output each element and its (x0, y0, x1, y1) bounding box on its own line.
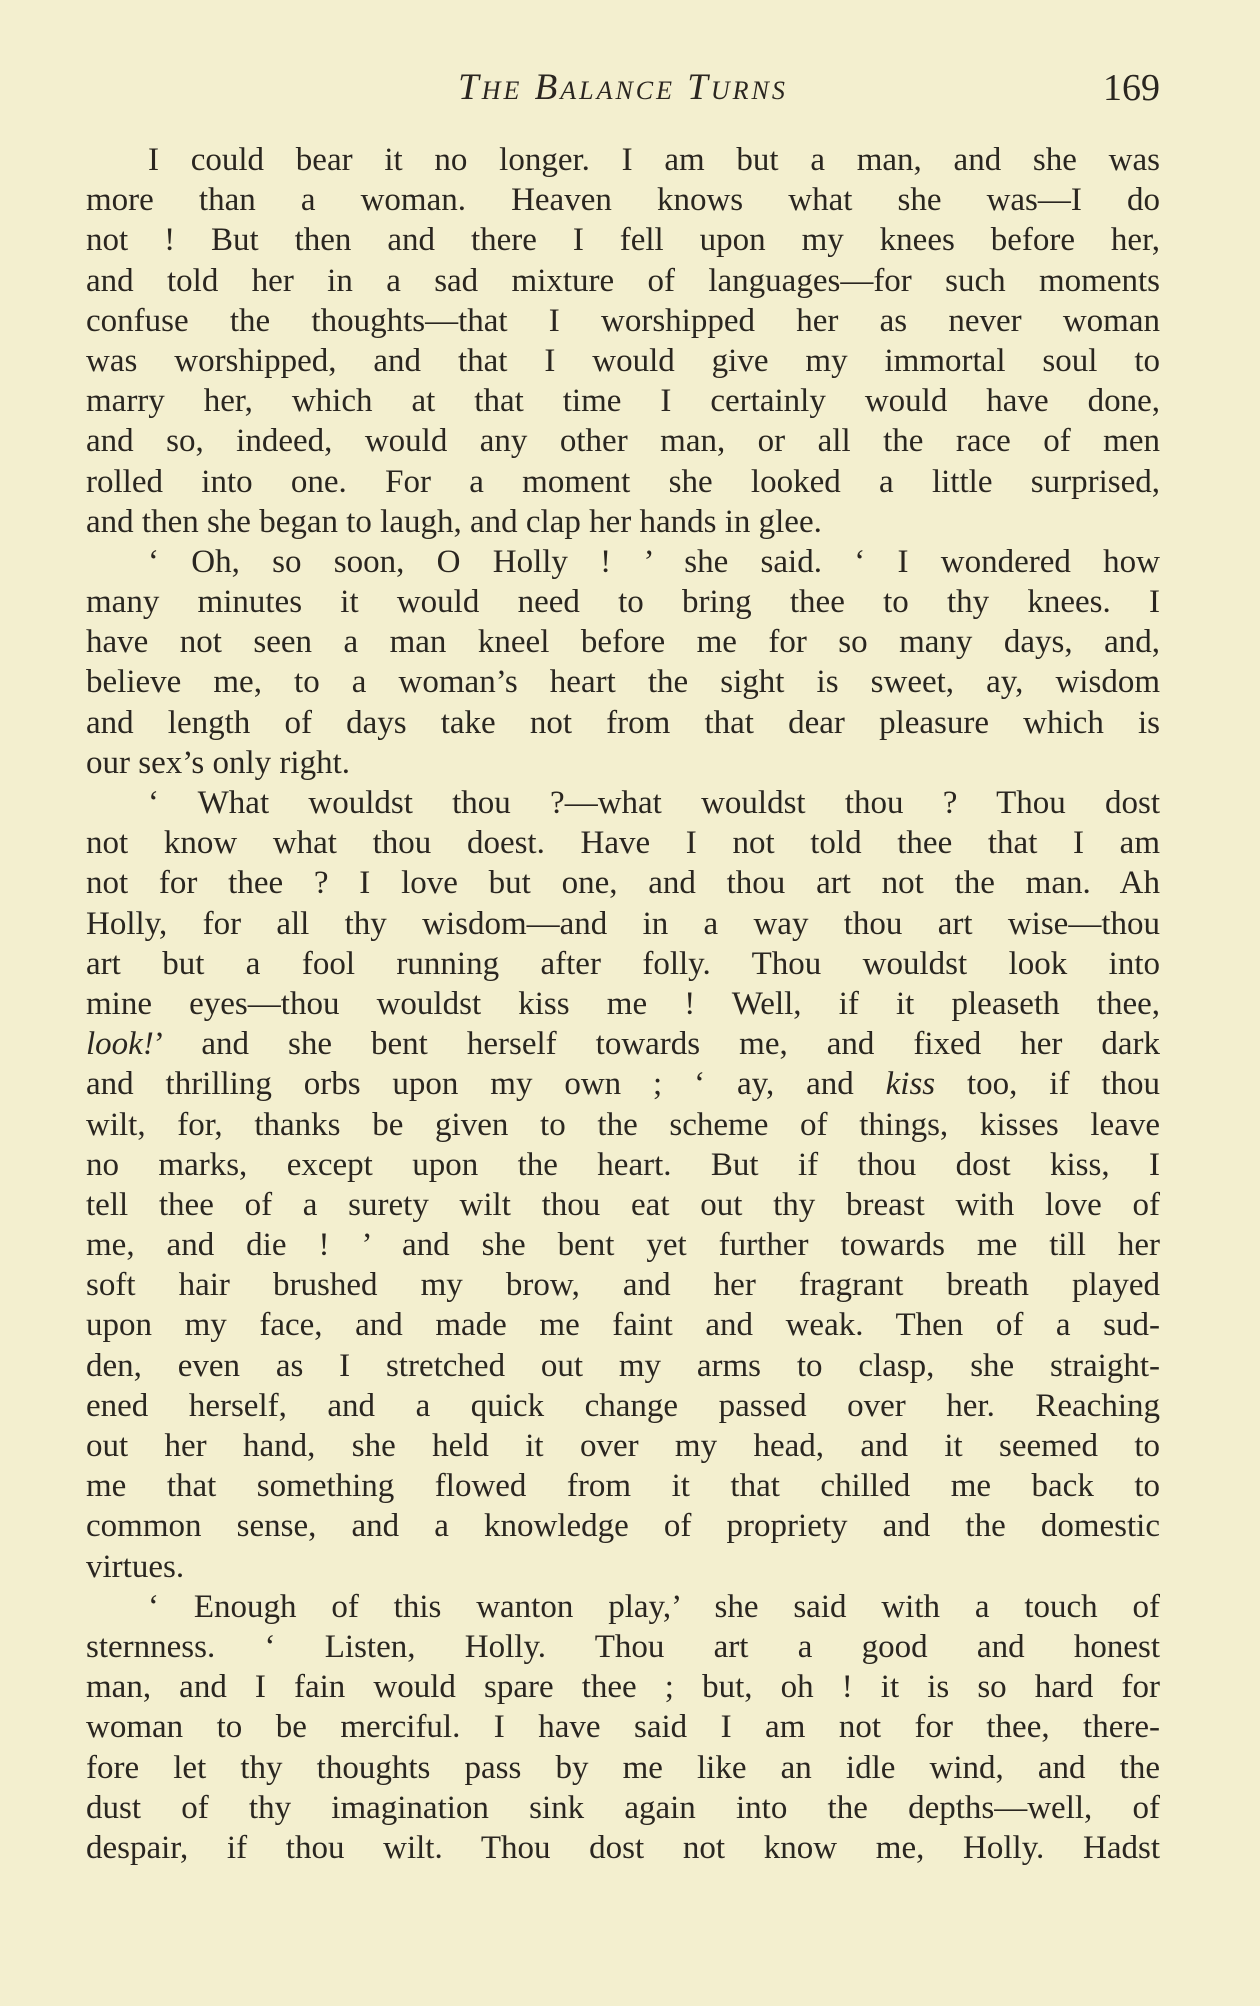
text-line (86, 984, 1160, 1024)
text-segment: marry her, which at that time I certainly would have done, (86, 383, 1160, 420)
text-segment: believe me, to a woman’s heart the sight is sweet, ay, wisdom (86, 664, 1160, 701)
text-segment: and told her in a sad mixture of languages—for such moments (86, 262, 1160, 299)
text-line (86, 1788, 1160, 1828)
text-line (86, 1748, 1160, 1788)
text-segment: more than a woman. Heaven knows what she was—I do (86, 182, 1160, 219)
text-line (86, 1024, 1160, 1064)
text-segment: I could bear it no longer. I am but a man, and she was (148, 142, 1160, 178)
text-line (86, 823, 1160, 863)
text-segment: soft hair brushed my brow, and her fragrant breath played (86, 1267, 1160, 1304)
text-line (86, 1386, 1160, 1426)
text-segment: sternness. ‘ Listen, Holly. Thou art a good and honest (86, 1628, 1160, 1665)
text-segment: dust of thy imagination sink again into the depths—well, of (86, 1789, 1160, 1826)
italic-text: kiss (885, 1066, 936, 1103)
text-line (86, 1828, 1160, 1868)
text-segment: not for thee ? I love but one, and thou art not the man. Ah (86, 865, 1160, 902)
text-line (86, 462, 1160, 502)
text-line (86, 944, 1160, 984)
text-line (86, 662, 1160, 702)
text-segment: virtues. (86, 1548, 185, 1585)
text-segment: art but a fool running after folly. Thou wouldst look into (86, 945, 1160, 982)
body-text (86, 140, 1160, 1868)
italic-text: look! (86, 1026, 154, 1063)
text-line (86, 1064, 1160, 1104)
text-line (86, 1145, 1160, 1185)
text-segment: and length of days take not from that dear pleasure which is (86, 704, 1160, 741)
text-line (86, 1707, 1160, 1747)
text-segment: common sense, and a knowledge of propriety and the domestic (86, 1508, 1160, 1545)
text-segment: me that something flowed from it that chilled me back to (86, 1468, 1160, 1505)
text-segment: tell thee of a surety wilt thou eat out thy breast with love of (86, 1186, 1160, 1223)
text-segment: man, and I fain would spare thee ; but, oh ! it is so hard for (86, 1669, 1160, 1706)
text-line (86, 261, 1160, 301)
page-number: 169 (1103, 67, 1160, 109)
text-segment: not know what thou doest. Have I not told thee that I am (86, 825, 1160, 862)
text-line (86, 1587, 1160, 1627)
text-line (86, 502, 1160, 542)
text-segment: was worshipped, and that I would give my immortal soul to (86, 342, 1160, 379)
text-segment: woman to be merciful. I have said I am not for thee, there- (86, 1709, 1160, 1746)
text-line (86, 904, 1160, 944)
text-segment: despair, if thou wilt. Thou dost not know me, Holly. Hadst (86, 1829, 1160, 1866)
text-segment: ‘ Oh, so soon, O Holly ! ’ she said. ‘ I wondered how (148, 543, 1160, 580)
text-line (86, 381, 1160, 421)
text-line (86, 220, 1160, 260)
text-line (86, 863, 1160, 903)
text-segment: and then she began to laugh, and clap her hands in glee. (86, 503, 822, 540)
text-segment: many minutes it would need to bring thee to thy knees. I (86, 584, 1160, 621)
text-line (86, 622, 1160, 662)
text-segment: me, and die ! ’ and she bent yet further towards me till her (86, 1227, 1160, 1264)
text-line (86, 743, 1160, 783)
text-segment: ’ and she bent herself towards me, and fixed her dark (153, 1026, 1160, 1063)
running-title: The Balance Turns (458, 67, 788, 108)
text-segment: have not seen a man kneel before me for so many days, and, (86, 624, 1160, 661)
text-line (86, 1506, 1160, 1546)
text-segment: Holly, for all thy wisdom—and in a way thou art wise—thou (86, 905, 1160, 942)
text-line (86, 1466, 1160, 1506)
text-segment: out her hand, she held it over my head, and it seemed to (86, 1428, 1160, 1464)
text-line (86, 140, 1160, 180)
text-segment: wilt, for, thanks be given to the scheme of things, kisses leave (86, 1106, 1160, 1143)
text-line (86, 582, 1160, 622)
text-segment: no marks, except upon the heart. But if thou dost kiss, I (86, 1146, 1160, 1183)
text-line (86, 1185, 1160, 1225)
running-head (86, 66, 1160, 116)
text-line (86, 421, 1160, 461)
text-segment: den, even as I stretched out my arms to clasp, she straight- (86, 1347, 1160, 1384)
text-line (86, 783, 1160, 823)
text-line (86, 1265, 1160, 1305)
text-line (86, 1225, 1160, 1265)
text-segment: not ! But then and there I fell upon my knees before her, (86, 222, 1160, 259)
text-segment: and thrilling orbs upon my own ; ‘ ay, and (86, 1066, 886, 1103)
text-line (86, 542, 1160, 582)
text-segment: and so, indeed, would any other man, or all the race of men (86, 423, 1160, 460)
text-segment: our sex’s only right. (86, 744, 350, 781)
text-segment: mine eyes—thou wouldst kiss me ! Well, if it pleaseth thee, (86, 985, 1160, 1022)
text-line (86, 1346, 1160, 1386)
text-line (86, 180, 1160, 220)
text-segment: upon my face, and made me faint and weak. Then of a sud- (86, 1307, 1160, 1344)
text-line (86, 1667, 1160, 1707)
text-segment: fore let thy thoughts pass by me like an idle wind, and the (86, 1749, 1160, 1786)
text-segment: ‘ Enough of this wanton play,’ she said with a touch of (148, 1588, 1160, 1625)
text-segment: ‘ What wouldst thou ?—what wouldst thou ? Thou dost (148, 785, 1160, 821)
text-segment: ened herself, and a quick change passed over her. Reaching (86, 1387, 1160, 1424)
text-line (86, 1627, 1160, 1667)
text-segment: rolled into one. For a moment she looked a little surprised, (86, 463, 1160, 500)
text-line (86, 341, 1160, 381)
text-line (86, 1547, 1160, 1587)
text-line (86, 301, 1160, 341)
text-segment: too, if thou (935, 1066, 1160, 1103)
text-line (86, 1305, 1160, 1345)
text-segment: confuse the thoughts—that I worshipped her as never woman (86, 302, 1160, 339)
text-line (86, 1426, 1160, 1466)
text-line (86, 703, 1160, 743)
text-line (86, 1105, 1160, 1145)
